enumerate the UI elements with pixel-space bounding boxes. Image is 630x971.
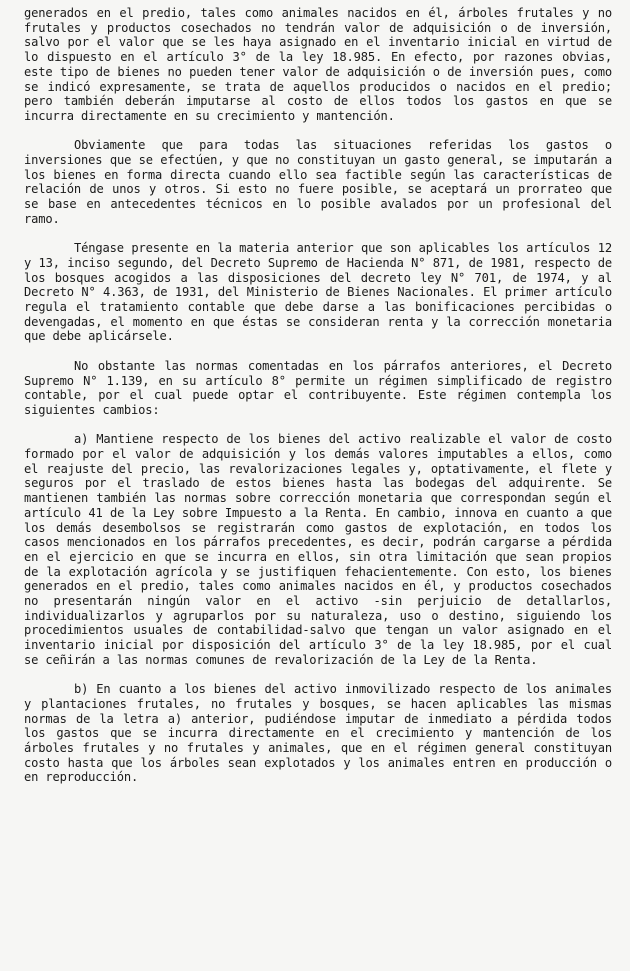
- paragraph-gap: [24, 124, 612, 139]
- paragraph-continuation: generados en el predio, tales como animales nacidos en él, árboles frutales y no frutales y productos cosechados no tendrán valor de adquisición o de inversión, salvo por el valor que se les haya asignado en el inventario inicial en virtud de lo dispuesto en el artículo 3° de la ley 18.985. En efecto, por razones obvias, este tipo de bienes no pueden tener valor de adquisición o de inversión pues, como se indicó expresamente, se trata de aquellos producidos o nacidos en el predio; pero también deberán imputarse al costo de ellos todos los gastos en que se incurra directamente en su crecimiento y mantención.: [24, 6, 612, 123]
- paragraph-gastos-inversiones: Obviamente que para todas las situaciones referidas los gastos o inversiones que se efectúen, y que no constituyan un gasto general, se imputarán a los bienes en forma directa cuando ello sea factible según las características de relación de unos y otros. Si esto no fuere posible, se aceptará un prorrateo que se base en antecedentes técnicos en lo posible avalados por un profesional del ramo.: [24, 138, 612, 226]
- paragraph-item-b: b) En cuanto a los bienes del activo inmovilizado respecto de los animales y plantaciones frutales, no frutales y bosques, se hacen aplicables las mismas normas de la letra a) anterior, pudiéndose imputar de inmediato a pérdida todos los gastos que se incurra directamente en el crecimiento y mantención de los árboles frutales y no frutales y animales, que en el régimen general constituyan costo hasta que los árboles sean explotados y los animales entren en producción o en reproducción.: [24, 682, 612, 785]
- paragraph-gap: [24, 227, 612, 242]
- paragraph-decreto-871: Téngase presente en la materia anterior que son aplicables los artículos 12 y 13, inciso segundo, del Decreto Supremo de Hacienda N° 871, de 1981, respecto de los bosques acogidos a las disposiciones del decreto ley N° 701, de 1974, y al Decreto N° 4.363, de 1931, del Ministerio de Bienes Nacionales. El primer artículo regula el tratamiento contable que debe darse a las bonificaciones percibidas o devengadas, el momento en que éstas se consideran renta y la corrección monetaria que debe aplicársele.: [24, 241, 612, 344]
- paragraph-gap: [24, 344, 612, 359]
- paragraph-gap: [24, 668, 612, 683]
- paragraph-decreto-1139: No obstante las normas comentadas en los párrafos anteriores, el Decreto Supremo N° 1.139, en su artículo 8° permite un régimen simplificado de registro contable, por el cual puede optar el contribuyente. Este régimen contempla los siguientes cambios:: [24, 358, 612, 417]
- paragraph-gap: [24, 418, 612, 433]
- paragraph-item-a: a) Mantiene respecto de los bienes del activo realizable el valor de costo formado por el valor de adquisición y los demás valores imputables a ellos, como el reajuste del precio, las revalorizaciones legales y, optativamente, el flete y seguros por el traslado de estos bienes hasta las bodegas del adquirente. Se mantienen también las normas sobre corrección monetaria que correspondan según el artículo 41 de la Ley sobre Impuesto a la Renta. En cambio, innova en cuanto a que los demás desembolsos se registrarán como gastos de explotación, en todos los casos mencionados en los párrafos precedentes, es decir, podrán cargarse a pérdida en el ejercicio en que se incurra en ellos, sin otra limitación que sean propios de la explotación agrícola y se justifiquen fehacientemente. Con esto, los bienes generados en el predio, tales como animales nacidos en él, y productos cosechados no presentarán ningún valor en el activo -sin perjuicio de detallarlos, individualizarlos y agruparlos por su naturaleza, uso o destino, siguiendo los procedimientos usuales de contabilidad-salvo que tengan un valor asignado en el inventario inicial por disposición del artículo 3° de la ley 18.985, por el cual se ceñirán a las normas comunes de revalorización de la Ley de la Renta.: [24, 432, 612, 667]
